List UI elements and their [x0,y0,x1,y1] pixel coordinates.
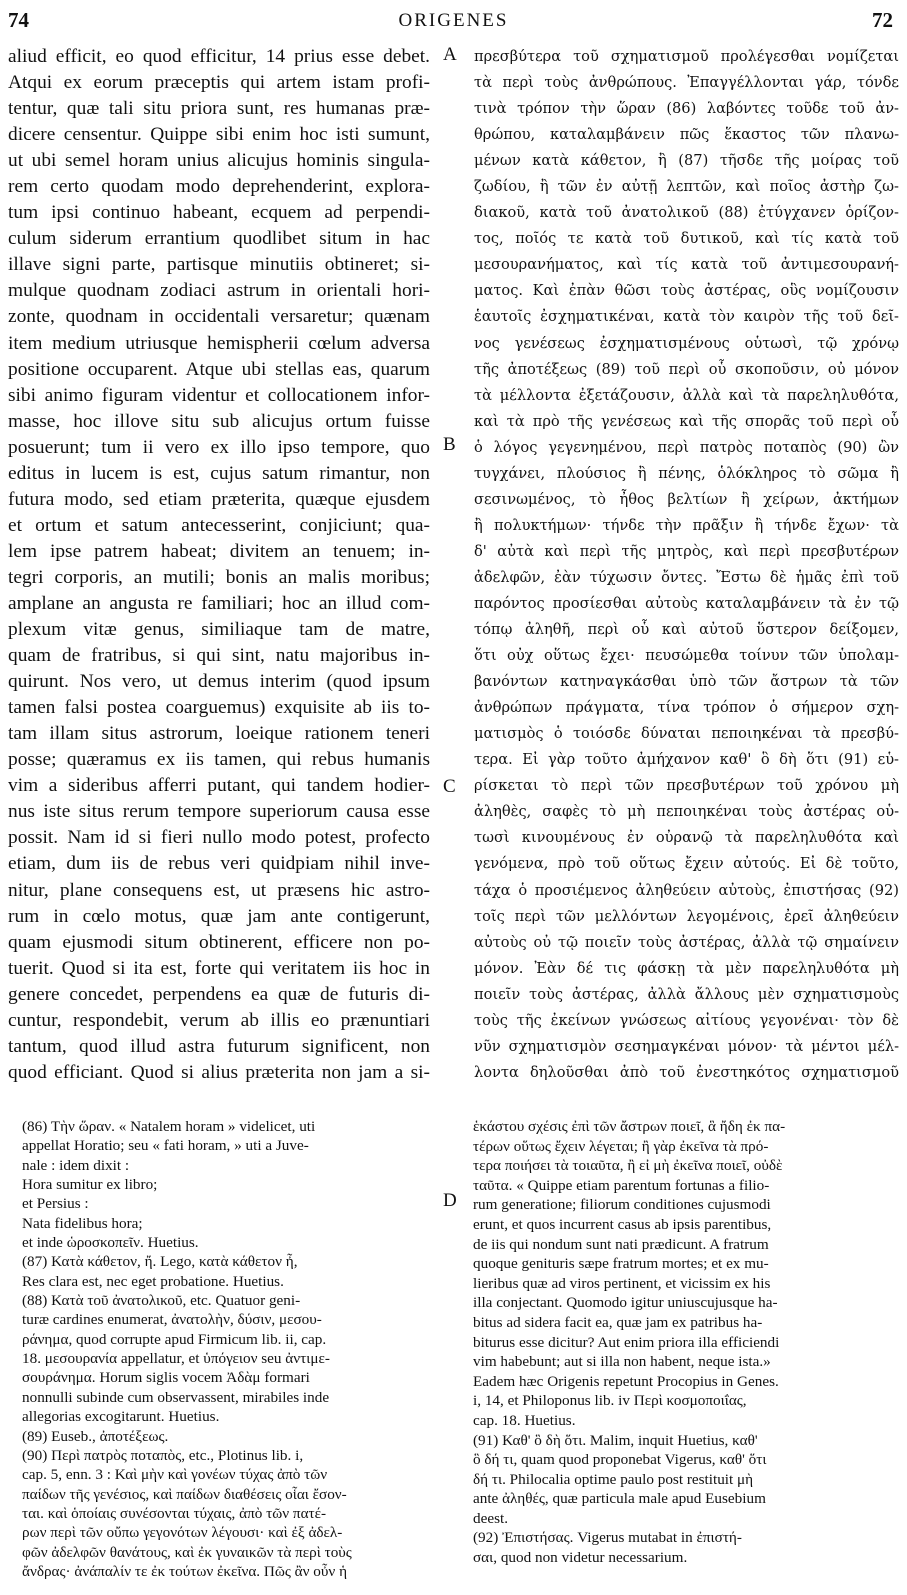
latin-text-line: positione occuparent. Atque ubi stellas eas, quarum [8,358,430,380]
footnote-line: (92) Ἐπιστήσας. Vigerus mutabat in ἐπιστή- [473,1529,742,1547]
footnote-line: quoque genituris sæpe fratrum mortes; et ex mu- [473,1255,769,1273]
greek-text-line: τῆς ἀποτέξεως (89) τοῦ περὶ οὗ σκοποῦσιν, οὐ μόνον [474,360,899,378]
latin-text-line: item medium utriusque hemispherii cœlum adversa [8,332,430,354]
footnote-line: σαι, quod non videtur necessarium. [473,1549,688,1567]
footnote-line: et Persius : [22,1195,89,1213]
greek-text-line: ματισμὸς ὁ τοιόσδε δύναται πεποιηκέναι τὰ πρεσβύ- [474,725,899,743]
greek-text-line: ρίσκεται τὸ περὶ τῶν πρεσβυτέρων τοῦ χρόνου μὴ [474,777,899,795]
greek-text-line: παρόντος προσίεσθαι αὐτοὺς καταλαμβάνειν τὰ ἐν τῷ [474,594,899,612]
latin-text-line: nitur, plane consequens est, ut præsens hic astro- [8,879,430,901]
latin-text-line: etiam, dum iis de rebus veri quidpiam nihil inve- [8,853,430,875]
greek-text-line: ὁ λόγος γεγενημένου, περὶ πατρὸς ποταπὸς (90) ὢν [474,438,899,456]
latin-text-line: culum siderum errantium quodlibet situm in hac [8,228,430,250]
latin-text-line: zonte, quodnam in occidentali versaretur; quænam [8,306,430,328]
greek-text-line: τωσὶ κινουμένους ἐν οὐρανῷ τὰ παρεληλυθότα καὶ [474,829,899,847]
footnote-line: vim habebunt; aut si illa non habent, neque ista.» [473,1353,771,1371]
latin-text-line: cuntur, respondebit, verum ab illis eo prænuntiari [8,1009,430,1031]
latin-text-line: nus iste situs rerum tempore superiorum causa esse [8,801,430,823]
footnote-line: Eadem hæc Origenis repetunt Procopius in Genes. [473,1372,779,1390]
footnote-line: ἑκάστου σχέσις ἐπὶ τῶν ἄστρων ποιεῖ, ἃ ἤδη ἐκ πα- [473,1118,786,1135]
latin-text-line: et ortum et satum antecesserint, conjiciunt; qua- [8,514,430,536]
latin-text-line: genere concedet, perpendens ea quæ de futuris di- [8,983,430,1005]
footnote-line: (91) Καθ' ὃ δὴ ὅτι. Malim, inquit Huetius, καθ' [473,1431,758,1449]
footnote-line: lieribus quæ ad viros pertinent, et vicissim ex his [473,1274,771,1292]
footnote-line: nale : idem dixit : [22,1156,130,1174]
margin-letter-a: A [443,44,457,65]
greek-text-line: ἑαυτοῖς ἐσχηματικέναι, κατὰ τὸν καιρὸν τῆς τοῦ δεῖ- [474,308,899,326]
latin-text-line: dicere censentur. Quippe sibi enim hoc isti sumunt, [8,124,430,146]
footnote-line: biturus esse dicitur? Aut enim priora illa efficiendi [473,1333,780,1351]
latin-text-line: posse; quæramus ex iis tamen, qui rebus humanis [8,749,430,771]
latin-text-line: tentur, quæ tali situ priora sunt, res humanas præ- [8,98,430,120]
greek-text-line: τυγχάνει, πλούσιος ἢ πένης, ὁλόκληρος τὸ σῶμα ἢ [474,464,899,482]
footnote-line: erunt, et quos incurrent casus ab ipsis parentibus, [473,1215,772,1233]
footnote-line: i, 14, et Philoponus lib. iv Περὶ κοσμοποιΐας, [473,1392,747,1410]
page-header [0,8,907,34]
greek-text-line: νος γενέσεως ἐσχηματισμένους οὑτωσὶ, τῷ χρόνῳ [474,334,899,352]
latin-text-line: posuerunt; tum ii vero ex illo ipso tempore, quo [8,436,430,458]
footnote-line: allegorias excogitarunt. Huetius. [22,1408,220,1426]
footnote-line: deest. [473,1509,509,1527]
footnote-line: et inde ὡροσκοπεῖν. Huetius. [22,1234,199,1252]
footnote-line: ράνημα, quod corrupte apud Firmicum lib. ii, cap. [22,1330,327,1348]
latin-text-line: quam de fratribus, si qui sint, natu majoribus in- [8,645,430,667]
margin-letter-c: C [443,776,456,797]
greek-text-line: τος, ποῖός τε κατὰ τοῦ δυτικοῦ, καὶ τίς κατὰ τοῦ [474,230,899,248]
latin-text-line: tam illam situs astrorum, loeique rationem teneri [8,723,430,745]
latin-text-line: tamen falsi postea coarguemus) exquisite ab iis to- [8,697,430,719]
greek-text-line: ἀνθρώπων πράγματα, τίνα τρόπον ὁ σήμερον σχη- [474,699,899,717]
footnote-line: 18. μεσουρανία appellatur, et ὑπόγειον seu ἀντιμε- [22,1350,330,1368]
latin-text-line: quam ejusmodi situm obtinerent, efficere non po- [8,931,430,953]
latin-text-line: ut ubi semel horam unius alicujus hominis singula- [8,150,430,172]
latin-text-line: aliud efficit, eo quod efficitur, 14 prius esse debet. [8,46,430,67]
greek-text-line: διακοῦ, κατὰ τοῦ ἀνατολικοῦ (88) ἐτύγχανεν ὁρίζον- [474,204,899,222]
greek-text-line: τοῖς περὶ τῶν μελλόντων λεγομένοις, ἐρεῖ ἀληθεύειν [474,907,899,925]
latin-text-line: Atqui ex eorum præceptis qui artem istam profi- [8,72,430,94]
latin-text-line: possit. Nam id si fieri nullo modo potest, profecto [8,827,430,849]
footnote-line: illa conjectant. Quomodo igitur uniuscujusque ha- [473,1294,778,1312]
footnote-line: ρων περὶ τῶν οὔπω γεγονότων λέγουσι· καὶ ἐξ ἀδελ- [22,1524,343,1542]
footnote-line: nonnulli subinde cum observassent, mirabiles inde [22,1388,330,1406]
footnote-line: ὃ δή τι, quam quod proponebat Vigerus, καθ' ὅτι [473,1451,767,1469]
latin-text-line: tum ipsi continuo habeant, ecquem ad perpendi- [8,202,430,224]
footnote-line: cap. 5, enn. 3 : Καὶ μὴν καὶ γονέων τύχας ἀπὸ τῶν [22,1466,328,1484]
footnote-line: παίδων τῆς γενέσιος, καὶ παίδων διαθέσεις οἷαι ἔσον- [22,1485,347,1503]
footnote-line: ται. καὶ ὁποίαις συνέσονται τύχαις, ἀπὸ τῶν πατέ- [22,1504,327,1522]
footnote-line: τερα ποιήσει τὰ τοιαῦτα, ἢ εἰ μὴ ἐκεῖνα ποιεῖ, οὐδὲ [473,1157,783,1175]
greek-text-line: δ' αὐτὰ καὶ περὶ τῆς μητρὸς, καὶ περὶ πρεσβυτέρων [474,542,899,560]
latin-text-line: rem certo quodam modo deprehenderint, explora- [8,176,430,198]
footnote-line: Hora sumitur ex libro; [22,1176,158,1194]
footnote-line: bitus ad sidera facit ea, quæ jam ex patribus ha- [473,1313,763,1331]
greek-text-line: τὰ μέλλοντα ἐξετάζουσιν, ἀλλὰ καὶ τὰ παρεληλυθότα, [474,386,899,404]
footnote-line: φῶν ἀδελφῶν θανάτους, καὶ ἐκ γυναικῶν τὰ περὶ τοὺς [22,1543,352,1561]
footnote-line: ταῦτα. « Quippe etiam parentum fortunas a filio- [473,1176,770,1194]
greek-text-line: νῦν σχηματισμὸν σεσημαγκέναι μόνον· τὰ μέντοι μέλ- [474,1037,899,1055]
page-number-right: 72 [872,8,893,32]
footnotes-right-column [473,1117,899,1568]
latin-text-line: tantum, quod illud astra futurum significent, non [8,1035,430,1057]
greek-text-line: βανόντων κατηναγκάσθαι ὑπὸ τῶν ἄστρων τὰ τῶν [474,673,899,691]
greek-text-line: τοὺς τῆς ἐκείνων γνώσεως αἰτίους γεγονέναι· τὸν δὲ [474,1011,899,1029]
footnote-line: de iis qui nondum sunt nati prædicunt. A fratrum [473,1235,769,1253]
latin-text-line: illave signi parte, partisque minutiis obtineret; si- [8,254,430,276]
latin-text-column [8,44,430,1086]
latin-text-line: quod efficiant. Quod si alius præterita non jam a si- [8,1061,430,1083]
latin-text-line: vim a sideribus afferri putant, qui tandem hodier- [8,775,430,797]
running-title: ORIGENES [398,10,509,31]
footnotes-left-column [22,1117,446,1581]
latin-text-line: lem ipse patrem habeat; divitem an tenuem; in- [8,540,430,562]
greek-text-line: πρεσβύτερα τοῦ σχηματισμοῦ προλέγεσθαι νομίζεται [474,48,899,65]
page-number-left: 74 [8,8,29,32]
greek-text-line: αὐτοὺς οὐ τῷ ποιεῖν τοὺς ἀστέρας, ἀλλὰ τῷ σημαίνειν [474,933,899,951]
latin-text-line: amplane an angusta re familiari; hoc an illud com- [8,592,430,614]
latin-text-line: plexum vitæ genus, similiaque tam de matre, [8,619,430,641]
greek-text-line: ἀδελφῶν, ἐὰν τύχωσιν ὄντες. Ἔστω δὲ ἡμᾶς ἐπὶ τοῦ [474,568,899,586]
greek-text-line: σεσινωμένος, τὸ ἦθος βελτίων ἢ χείρων, ἀκτήμων [474,490,899,508]
latin-text-line: masse, hoc illove situ sub alicujus ortum fuisse [8,410,430,432]
footnote-line: (89) Euseb., ἀποτέξεως. [22,1427,169,1445]
greek-text-line: ἀληθὲς, σαφὲς τὸ μὴ πεποιηκέναι τοὺς ἀστέρας οὑ- [474,803,899,821]
greek-text-line: τὰ περὶ τοὺς ἀνθρώπους. Ἐπαγγέλλονται γάρ, τόνδε [474,74,899,92]
greek-text-line: ἢ πολυκτήμων· τήνδε τὴν πρᾶξιν ἢ τήνδε ἔχων· τὰ [474,516,899,534]
margin-letter-d: D [443,1190,457,1211]
greek-text-line: τερα. Εἰ γὰρ τοῦτο ἀμήχανον καθ' ὃ δὴ ὅτι (91) εὑ- [474,751,899,769]
footnote-line: (86) Τὴν ὥραν. « Natalem horam » videlicet, uti [22,1118,316,1135]
greek-text-line: ὅτι οὐχ οὕτως ἔχει· πευσώμεθα τοίνυν τῶν ὑπολαμ- [474,647,899,665]
footnote-line: ἄνδρας· ἀνάπαλίν τε ἐκ τούτων ἐκεῖνα. Πῶς ἂν οὖν ἡ [22,1562,348,1580]
latin-text-line: tegri corporis, an mutili; bonis an malis moribus; [8,566,430,588]
greek-text-line: καὶ τὰ πρὸ τῆς γενέσεως καὶ τῆς σπορᾶς τοῦ περὶ οὗ [474,412,899,430]
footnote-line: ante ἀληθές, quæ particula male apud Eusebium [473,1490,766,1508]
footnote-line: rum generatione; filiorum conditiones cujusmodi [473,1196,771,1214]
greek-text-line: μόνον. Ἐὰν δέ τις φάσκῃ τὰ μὲν παρεληλυθότα μὴ [474,959,899,977]
latin-text-line: sibi animo figuram videntur et collocationem infor- [8,384,430,406]
greek-text-line: ποιεῖν τοὺς ἀστέρας, ἀλλὰ ἄλλους μὲν σχηματισμοὺς [474,985,899,1003]
latin-text-line: tuerit. Quod si ita est, forte qui veritatem iis hoc in [8,957,430,979]
greek-text-column [474,44,899,1086]
latin-text-line: mulque quodnam zodiaci astrum in orientali hori- [8,280,430,302]
footnote-line: (88) Κατὰ τοῦ ἀνατολικοῦ, etc. Quatuor geni- [22,1292,301,1310]
footnote-line: σουράνημα. Horum siglis vocem Ἀδὰμ formari [22,1369,310,1387]
greek-text-line: ματος. Καὶ ἐπὰν θῶσι τοὺς ἀστέρας, οὓς νομίζουσιν [474,282,899,300]
footnote-line: Nata fidelibus hora; [22,1214,143,1232]
latin-text-line: futura modo, sed etiam præterita, quæque ejusdem [8,488,430,510]
footnote-line: turæ cardines enumerat, ἀνατολὴν, δύσιν, μεσου- [22,1311,322,1329]
latin-text-line: editus in lucem is est, cujus satum rimantur, non [8,462,430,484]
footnote-line: appellat Horatio; seu « fati horam, » uti a Juve- [22,1137,309,1155]
greek-text-line: μεσουρανήματος, καὶ τίς κατὰ τοῦ ἀντιμεσουρανή- [474,256,899,274]
greek-text-line: μένων κατὰ κάθετον, ἢ (87) τῆσδε τῆς μοίρας τοῦ [474,152,899,170]
footnote-line: τέρων οὕτως ἔχειν λέγεται; ἢ γὰρ ἐκεῖνα τὰ πρό- [473,1137,769,1155]
footnote-line: δή τι. Philocalia optime paulo post restituit μὴ [473,1470,754,1488]
latin-text-line: quirunt. Nos vero, ut demus interim (quod ipsum [8,671,430,693]
greek-text-line: τόπῳ ἀληθῆ, περὶ οὗ καὶ αὐτοῦ ὕστερον δείξομεν, [474,621,899,639]
greek-text-line: τινὰ τρόπον τὴν ὥραν (86) λαβόντες τοῦδε τοῦ ἀν- [474,100,899,118]
footnote-line: Res clara est, nec eget probatione. Huetius. [22,1272,284,1290]
greek-text-line: γενόμενα, πρὸ τοῦ οὕτως ἔχειν αὐτούς. Εἰ δὲ τοῦτο, [474,855,899,873]
margin-letter-b: B [443,434,456,455]
greek-text-line: τάχα ὁ προσιέμενος ἀληθεύειν αὐτοὺς, ἐπιστήσας (92) [474,881,899,899]
footnote-line: cap. 18. Huetius. [473,1411,576,1429]
latin-text-line: rum in cœlo motus, quæ jam ante contigerunt, [8,905,430,927]
footnote-line: (87) Κατὰ κάθετον, ἤ. Lego, κατὰ κάθετον ἦ, [22,1253,298,1271]
greek-text-line: ζωδίου, ἢ τῶν ἐν αὐτῇ λεπτῶν, καὶ ποῖος ἀστὴρ ζω- [474,178,899,196]
footnote-line: (90) Περὶ πατρὸς ποταπὸς, etc., Plotinus lib. i, [22,1446,304,1464]
greek-text-line: λοντα δηλοῦσθαι ἀπὸ τοῦ ἐνεστηκότος σχηματισμοῦ [474,1063,899,1081]
greek-text-line: θρώπου, καταλαμβάνειν πῶς ἕκαστος τῶν πλανω- [474,126,899,144]
